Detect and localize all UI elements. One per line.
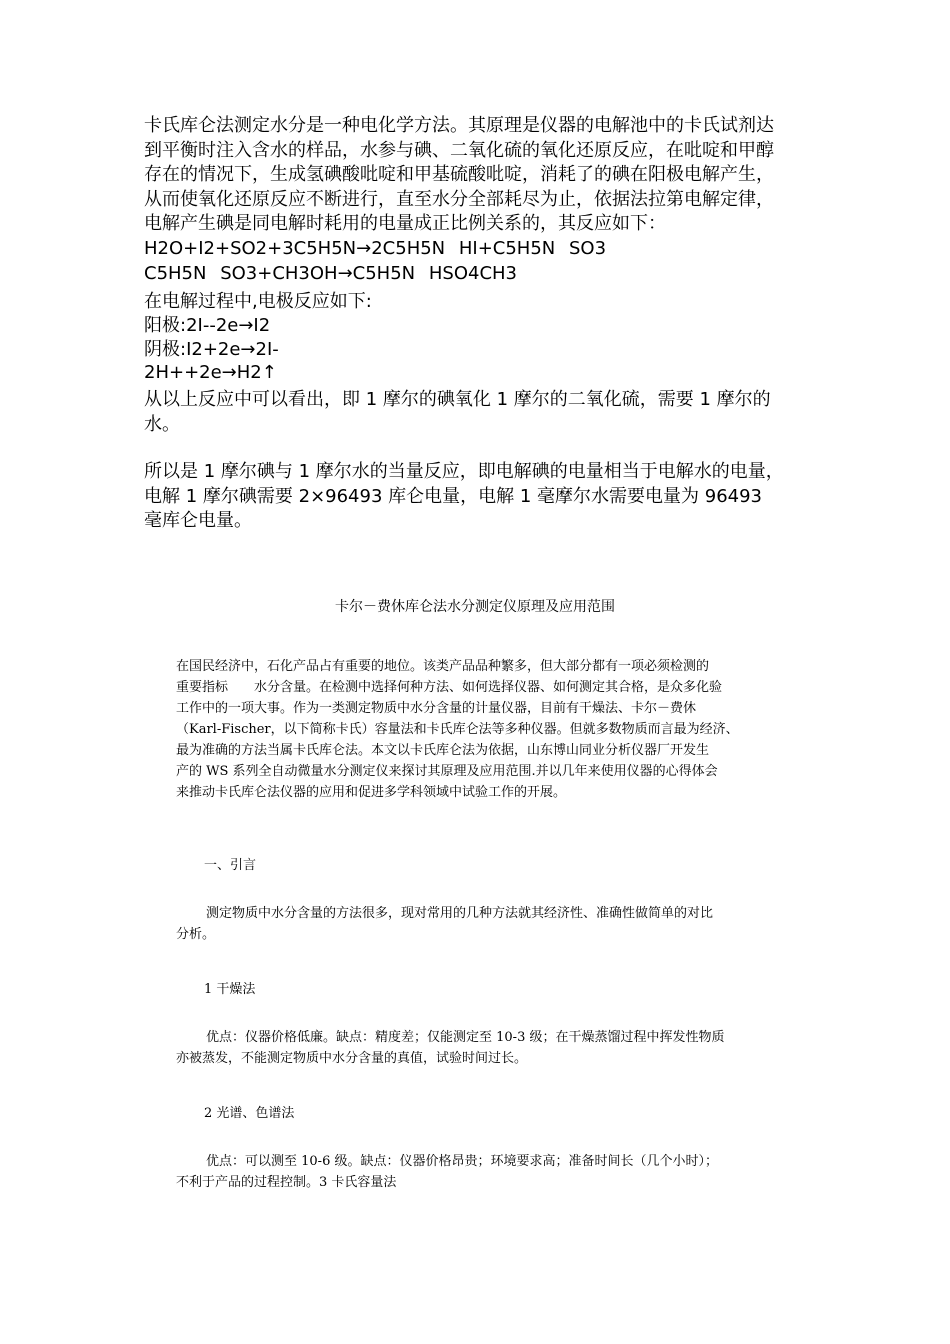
intro-paragraph [144, 114, 814, 237]
intro-line: 电解产生碘是同电解时耗用的电量成正比例关系的，其反应如下： [144, 213, 666, 234]
abstract-line: （Karl-Fischer，以下简称卡氏）容量法和卡氏库仑法等多种仪器。但就多数物质而言最为经济、 [176, 722, 739, 737]
equivalence-line: 电解 1 摩尔碘需要 2×96493 库仑电量，电解 1 毫摩尔水需要电量为 96493 [144, 485, 763, 507]
intro-line: 卡氏库仑法测定水分是一种电化学方法。其原理是仪器的电解池中的卡氏试剂达 [144, 115, 774, 136]
cathode-reaction-2: 2H++2e→H2↑ [144, 362, 277, 383]
section-1-line: 分析。 [176, 927, 216, 942]
conclusion-paragraph [144, 388, 814, 437]
cathode-reaction-1: 阴极:I2+2e→2I- [144, 339, 279, 360]
method-1-paragraph [176, 1027, 786, 1069]
section-heading: 一、引言 [204, 858, 257, 873]
intro-line: 从而使氧化还原反应不断进行，直至水分全部耗尽为止，依据法拉第电解定律， [144, 188, 774, 210]
abstract-line: 在国民经济中，石化产品占有重要的地位。该类产品品种繁多，但大部分都有一项必须检测的 [176, 659, 710, 674]
electrode-intro: 在电解过程中,电极反应如下: [144, 291, 372, 312]
section-1-paragraph [176, 903, 786, 945]
abstract-line: 重要指标 水分含量。在检测中选择何种方法、如何选择仪器、如何测定其合格，是众多化验 [176, 680, 723, 695]
method-2-line: 不利于产品的过程控制。3 卡氏容量法 [176, 1175, 397, 1190]
method-1-heading: 1 干燥法 [204, 982, 256, 997]
section-1-line: 测定物质中水分含量的方法很多，现对常用的几种方法就其经济性、准确性做简单的对比 [206, 906, 714, 921]
abstract-paragraph [176, 656, 786, 803]
method-2-heading: 2 光谱、色谱法 [204, 1106, 295, 1121]
reaction-equation-2: C5H5N SO3+CH3OH→C5H5N HSO4CH3 [144, 263, 517, 284]
equivalence-paragraph [144, 460, 814, 534]
article-title: 卡尔－费休库仑法水分测定仪原理及应用范围 [335, 599, 615, 615]
abstract-line: 最为准确的方法当属卡氏库仑法。本文以卡氏库仑法为依据，山东博山同业分析仪器厂开发生 [176, 743, 710, 758]
method-2-line: 优点：可以测至 10-6 级。缺点：仪器价格昂贵；环境要求高；准备时间长（几个小时）； [206, 1154, 718, 1169]
abstract-line: 产的 WS 系列全自动微量水分测定仪来探讨其原理及应用范围.并以几年来使用仪器的心得体会 [176, 764, 718, 779]
intro-line: 到平衡时注入含水的样品，水参与碘、二氧化硫的氧化还原反应，在吡啶和甲醇 [144, 139, 774, 161]
method-2-paragraph [176, 1151, 786, 1193]
intro-line: 存在的情况下，生成氢碘酸吡啶和甲基硫酸吡啶，消耗了的碘在阳极电解产生， [144, 164, 774, 185]
reaction-equation-1: H2O+I2+SO2+3C5H5N→2C5H5N HI+C5H5N SO3 [144, 238, 607, 259]
abstract-line: 工作中的一项大事。作为一类测定物质中水分含量的计量仪器，目前有干燥法、卡尔－费休 [176, 701, 697, 716]
anode-reaction: 阳极:2I--2e→I2 [144, 315, 271, 336]
equivalence-line: 所以是 1 摩尔碘与 1 摩尔水的当量反应，即电解碘的电量相当于电解水的电量， [144, 461, 784, 482]
conclusion-line: 从以上反应中可以看出，即 1 摩尔的碘氧化 1 摩尔的二氧化硫，需要 1 摩尔的 [144, 389, 771, 410]
abstract-line: 来推动卡氏库仑法仪器的应用和促进多学科领域中试验工作的开展。 [176, 785, 567, 800]
method-1-line: 亦被蒸发，不能测定物质中水分含量的真值，试验时间过长。 [176, 1051, 528, 1066]
method-1-line: 优点：仪器价格低廉。缺点：精度差；仅能测定至 10-3 级；在干燥蒸馏过程中挥发性物质 [206, 1030, 725, 1045]
conclusion-line: 水。 [144, 413, 180, 435]
equivalence-line: 毫库仑电量。 [144, 510, 252, 531]
